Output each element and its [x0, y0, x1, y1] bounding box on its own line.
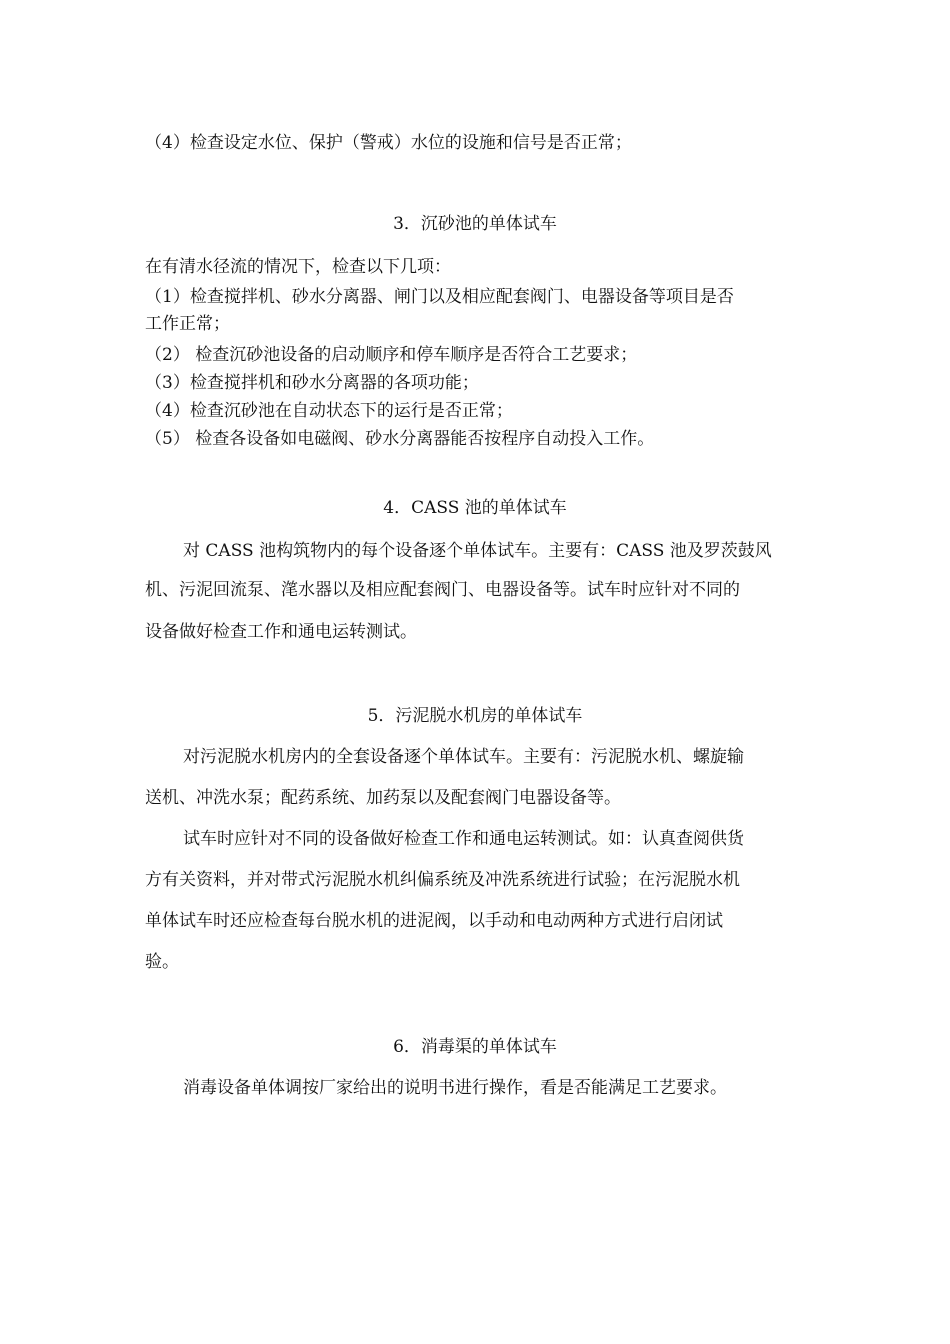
paragraph-line: 方有关资料，并对带式污泥脱水机纠偏系统及冲洗系统进行试验；在污泥脱水机: [145, 870, 740, 890]
paragraph-line: 消毒设备单体调按厂家给出的说明书进行操作，看是否能满足工艺要求。: [183, 1078, 727, 1098]
section-heading: 5．污泥脱水机房的单体试车: [367, 706, 583, 726]
paragraph-line: 设备做好检查工作和通电运转测试。: [145, 622, 417, 642]
list-item: （2） 检查沉砂池设备的启动顺序和停车顺序是否符合工艺要求；: [145, 345, 638, 365]
list-item: （4）检查设定水位、保护（警戒）水位的设施和信号是否正常；: [145, 133, 632, 153]
paragraph-line: 机、污泥回流泵、滗水器以及相应配套阀门、电器设备等。试车时应针对不同的: [145, 580, 740, 600]
paragraph-line: 在有清水径流的情况下，检查以下几项：: [145, 257, 451, 277]
list-item: （4）检查沉砂池在自动状态下的运行是否正常；: [145, 401, 513, 421]
paragraph-line: 对污泥脱水机房内的全套设备逐个单体试车。主要有：污泥脱水机、螺旋输: [183, 747, 744, 767]
list-item: （3）检查搅拌机和砂水分离器的各项功能；: [145, 373, 479, 393]
paragraph-line: 对 CASS 池构筑物内的每个设备逐个单体试车。主要有：CASS 池及罗茨鼓风: [183, 541, 772, 561]
list-item: （5） 检查各设备如电磁阀、砂水分离器能否按程序自动投入工作。: [145, 429, 655, 449]
section-heading: 4．CASS 池的单体试车: [383, 498, 567, 518]
paragraph-line: 送机、冲洗水泵；配药系统、加药泵以及配套阀门电器设备等。: [145, 788, 621, 808]
list-item-continuation: 工作正常；: [145, 314, 230, 334]
list-item: （1）检查搅拌机、砂水分离器、闸门以及相应配套阀门、电器设备等项目是否: [145, 287, 734, 307]
section-heading: 3．沉砂池的单体试车: [393, 214, 557, 234]
paragraph-line: 验。: [145, 952, 179, 972]
paragraph-line: 试车时应针对不同的设备做好检查工作和通电运转测试。如：认真查阅供货: [183, 829, 744, 849]
paragraph-line: 单体试车时还应检查每台脱水机的进泥阀，以手动和电动两种方式进行启闭试: [145, 911, 723, 931]
section-heading: 6．消毒渠的单体试车: [393, 1037, 557, 1057]
